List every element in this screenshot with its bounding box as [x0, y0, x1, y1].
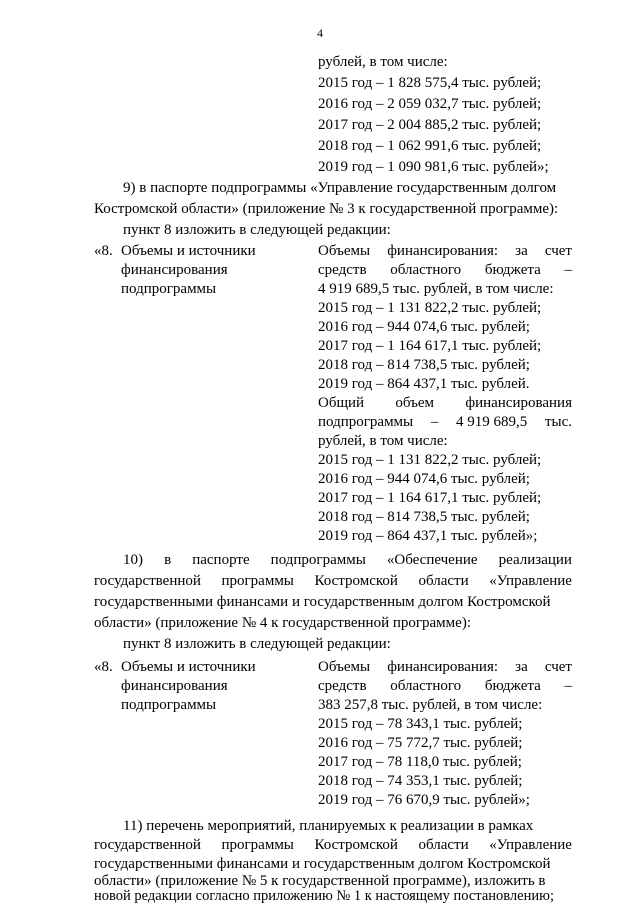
- word: «Управление: [489, 837, 572, 853]
- word: объем: [395, 395, 435, 411]
- word: тыс.: [544, 414, 572, 430]
- word: области: [418, 837, 469, 853]
- word: Объемы: [318, 659, 371, 675]
- text-line: государственными финансами и государственным долгом Костромской: [94, 594, 551, 610]
- text-line: 2016 год – 75 772,7 тыс. рублей;: [318, 735, 523, 751]
- text-line: новой редакции согласно приложению № 1 к настоящему постановлению;: [94, 888, 554, 904]
- text-line: 2016 год – 2 059 032,7 тыс. рублей;: [318, 96, 542, 112]
- text-line: 2019 год – 76 670,9 тыс. рублей»;: [318, 792, 530, 808]
- row-label: подпрограммы: [121, 697, 217, 713]
- text-line: 2019 год – 864 437,1 тыс. рублей.: [318, 376, 530, 392]
- word: программы: [221, 837, 294, 853]
- word: счет: [544, 243, 572, 259]
- text-line: пункт 8 изложить в следующей редакции:: [123, 222, 391, 238]
- word: Объемы: [318, 243, 371, 259]
- text-line: области» (приложение № 4 к государственной программе):: [94, 615, 471, 631]
- word: бюджета: [484, 262, 541, 278]
- row-label: Объемы и источники: [121, 659, 256, 675]
- page-number: 4: [317, 26, 323, 40]
- word: –: [430, 414, 439, 430]
- row-number: «8.: [94, 659, 113, 675]
- word: подпрограммы: [270, 552, 366, 568]
- word: средств: [318, 678, 367, 694]
- word: в: [164, 552, 172, 568]
- text-line: 2015 год – 78 343,1 тыс. рублей;: [318, 716, 523, 732]
- justified-line: [318, 262, 572, 279]
- text-line: 383 257,8 тыс. рублей, в том числе:: [318, 697, 543, 713]
- word: паспорте: [192, 552, 250, 568]
- text-line: 2017 год – 1 164 617,1 тыс. рублей;: [318, 490, 542, 506]
- text-line: пункт 8 изложить в следующей редакции:: [123, 636, 391, 652]
- text-line: 2017 год – 78 118,0 тыс. рублей;: [318, 754, 522, 770]
- row-number: «8.: [94, 243, 113, 259]
- justified-line: [318, 395, 572, 412]
- word: программы: [221, 573, 294, 589]
- justified-line: [94, 837, 572, 854]
- text-line: 2018 год – 814 738,5 тыс. рублей;: [318, 509, 530, 525]
- text-line: Костромской области» (приложение № 3 к государственной программе):: [94, 201, 559, 217]
- justified-line: [318, 414, 572, 431]
- row-label: финансирования: [121, 262, 228, 278]
- word: «Обеспечение: [386, 552, 478, 568]
- text-line: 2016 год – 944 074,6 тыс. рублей;: [318, 319, 530, 335]
- word: финансирования: [465, 395, 572, 411]
- text-line: 2019 год – 864 437,1 тыс. рублей»;: [318, 528, 538, 544]
- row-label: Объемы и источники: [121, 243, 256, 259]
- text-line: 4 919 689,5 тыс. рублей, в том числе:: [318, 281, 554, 297]
- text-line: 9) в паспорте подпрограммы «Управление государственным долгом: [123, 180, 557, 196]
- word: бюджета: [484, 678, 541, 694]
- word: подпрограммы: [318, 414, 414, 430]
- justified-line: [318, 659, 572, 676]
- word: финансирования:: [387, 659, 499, 675]
- word: за: [515, 659, 528, 675]
- text-line: области» (приложение № 5 к государственной программе), изложить в: [94, 873, 546, 889]
- text-line: 2015 год – 1 131 822,2 тыс. рублей;: [318, 300, 542, 316]
- justified-line: [94, 573, 572, 590]
- word: счет: [544, 659, 572, 675]
- text-line: 2015 год – 1 828 575,4 тыс. рублей;: [318, 75, 542, 91]
- word: 10): [123, 552, 143, 568]
- text-line: государственными финансами и государственным долгом Костромской: [94, 856, 551, 872]
- word: за: [515, 243, 528, 259]
- text-line: рублей, в том числе:: [318, 54, 448, 70]
- text-line: 2019 год – 1 090 981,6 тыс. рублей»;: [318, 159, 549, 175]
- word: Костромской: [314, 573, 398, 589]
- text-line: 2018 год – 1 062 991,6 тыс. рублей;: [318, 138, 542, 154]
- text-line: рублей, в том числе:: [318, 433, 448, 449]
- word: реализации: [498, 552, 572, 568]
- row-label: финансирования: [121, 678, 228, 694]
- text-line: 2015 год – 1 131 822,2 тыс. рублей;: [318, 452, 542, 468]
- text-line: 2018 год – 74 353,1 тыс. рублей;: [318, 773, 523, 789]
- text-line: 2016 год – 944 074,6 тыс. рублей;: [318, 471, 530, 487]
- word: –: [564, 262, 572, 278]
- word: Костромской: [314, 837, 398, 853]
- word: области: [418, 573, 469, 589]
- text-line: 2018 год – 814 738,5 тыс. рублей;: [318, 357, 530, 373]
- word: Общий: [318, 395, 365, 411]
- text-line: 2017 год – 1 164 617,1 тыс. рублей;: [318, 338, 542, 354]
- justified-line: [318, 678, 572, 695]
- word: 4 919 689,5: [456, 414, 528, 430]
- text-line: 2017 год – 2 004 885,2 тыс. рублей;: [318, 117, 542, 133]
- word: областного: [390, 678, 462, 694]
- text-line: 11) перечень мероприятий, планируемых к реализации в рамках: [123, 818, 534, 834]
- word: областного: [390, 262, 462, 278]
- word: государственной: [94, 837, 201, 853]
- word: финансирования:: [387, 243, 499, 259]
- word: –: [564, 678, 572, 694]
- row-label: подпрограммы: [121, 281, 217, 297]
- justified-line: [318, 243, 572, 260]
- word: средств: [318, 262, 367, 278]
- word: «Управление: [489, 573, 572, 589]
- word: государственной: [94, 573, 201, 589]
- justified-line: [123, 552, 572, 569]
